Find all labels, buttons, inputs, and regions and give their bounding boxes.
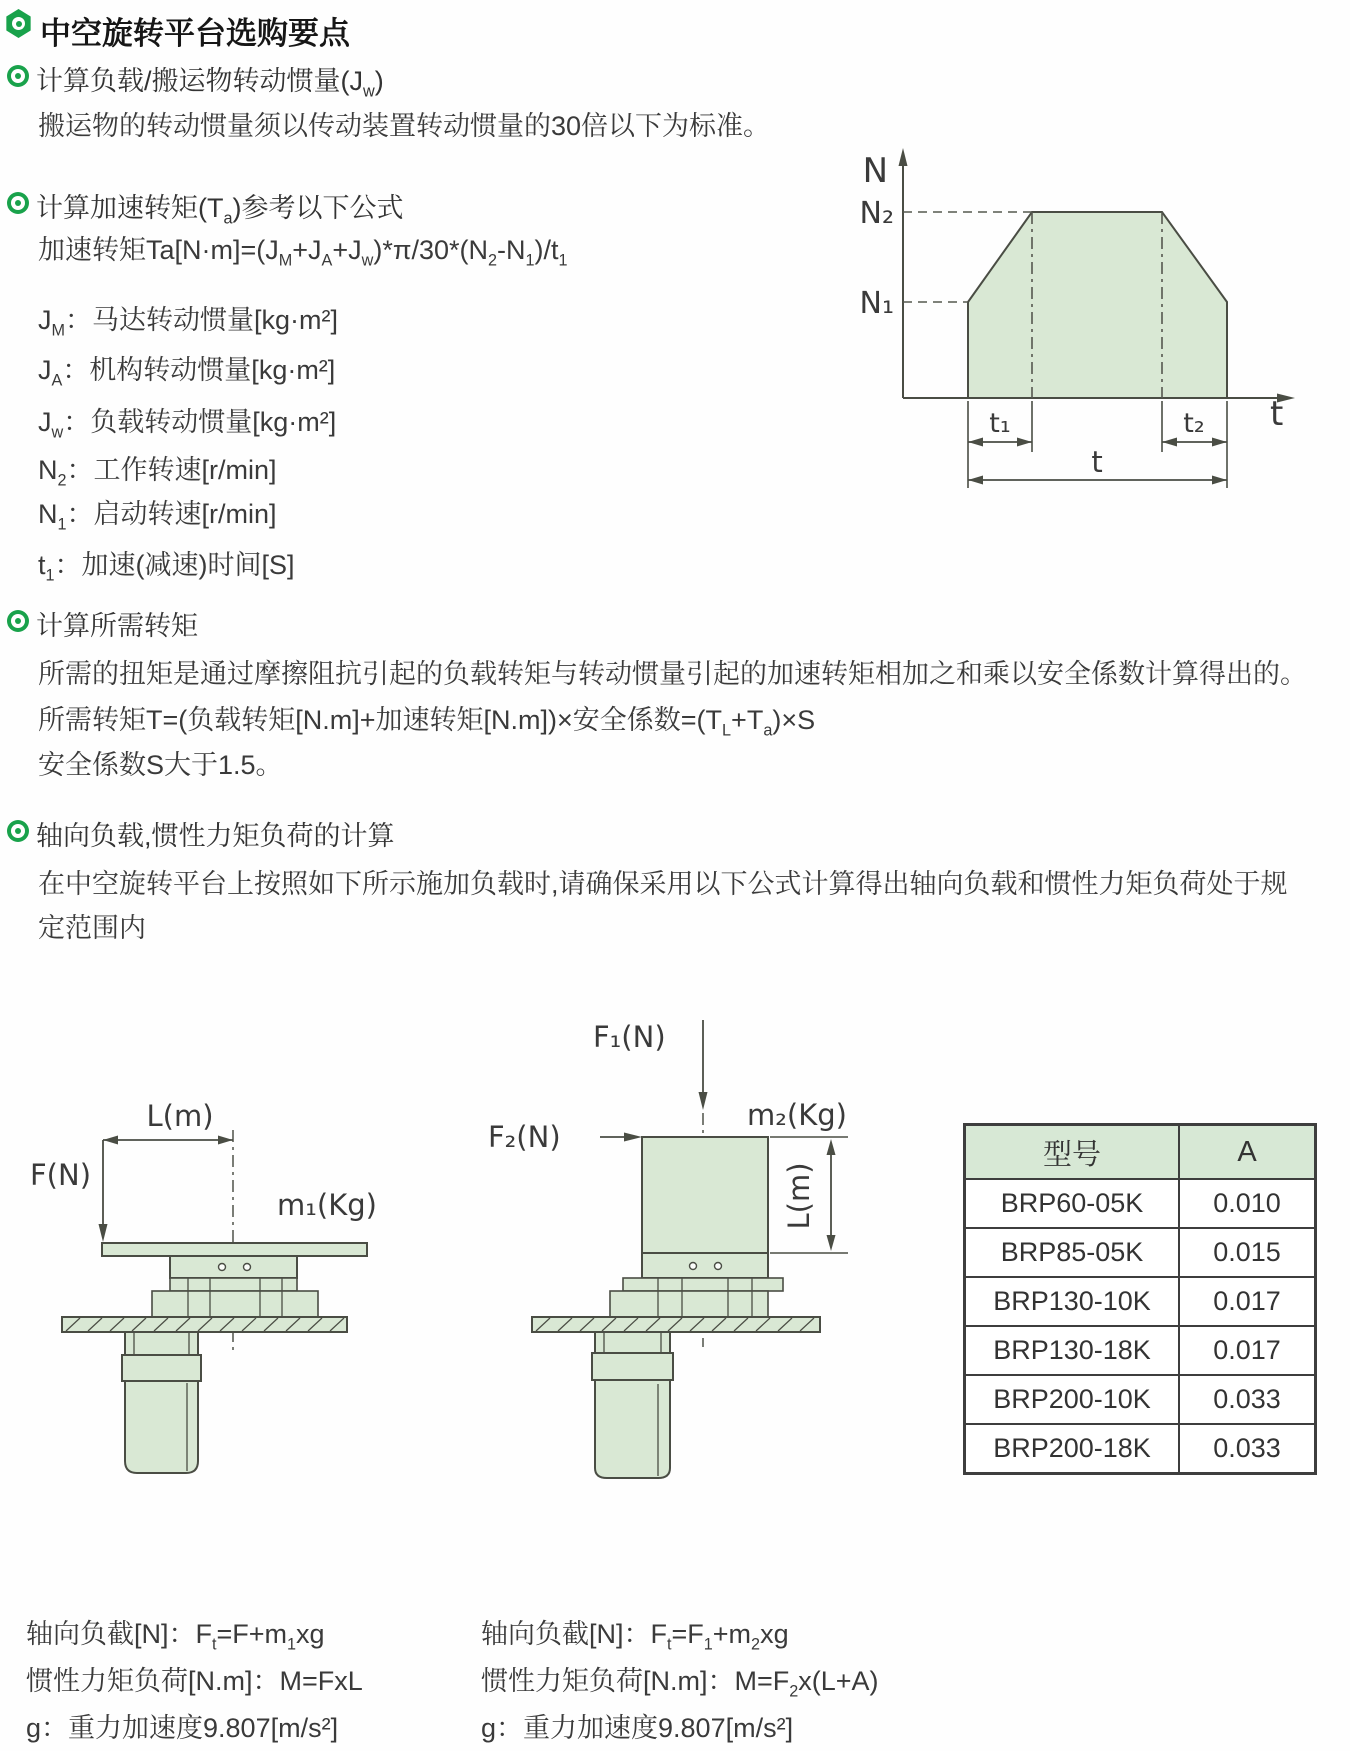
model-cell: BRP130-10K [966, 1278, 1180, 1327]
arrow-left-icon [968, 438, 983, 447]
F-force-label: F(N) [30, 1158, 92, 1192]
table-row [966, 1229, 1314, 1278]
n1-tick-label: N₁ [859, 286, 894, 321]
arrow-left-icon [1162, 438, 1177, 447]
arrow-right-icon [1017, 438, 1032, 447]
green-dot-icon [7, 610, 29, 632]
y-axis-label: N [862, 151, 888, 191]
column-header-a: A [1180, 1126, 1314, 1180]
model-cell: BRP85-05K [966, 1229, 1180, 1278]
model-table [963, 1123, 1317, 1475]
table-row [966, 1327, 1314, 1376]
flange-step [170, 1278, 297, 1291]
n2-tick-label: N₂ [859, 196, 894, 231]
definition-line: $t_1$：加速(减速)时间[S] [38, 550, 295, 585]
speed-trapezoid [968, 212, 1227, 398]
flange-step [623, 1278, 783, 1291]
motor-body [595, 1380, 670, 1478]
formula-line: 加速转矩$Ta[N\cdot m]=(J_M+J_A+J_w)*\pi/30*(N_2-N_1)/t_1$ [38, 235, 568, 270]
vertical-load-diagram [460, 1000, 880, 1490]
a-value-cell: 0.017 [1180, 1278, 1314, 1327]
section-heading-3: 计算所需转矩 [36, 611, 198, 641]
a-value-cell: 0.017 [1180, 1327, 1314, 1376]
definition-line: $N_1$：启动转速[r/min] [38, 499, 277, 534]
model-cell: BRP60-05K [966, 1180, 1180, 1229]
load-box [642, 1137, 768, 1253]
table-row [966, 1376, 1314, 1425]
formula-line: 所需转矩T=(负载转矩[N.m]+加速转矩[N.m])×安全係数$=(T_L+T_a)\times S$ [38, 705, 816, 740]
a-value-cell: 0.033 [1180, 1425, 1314, 1472]
arrow-down-icon [699, 1092, 708, 1110]
hexagon-bullet-icon [5, 9, 32, 38]
arrow-right-icon [1212, 438, 1227, 447]
flange-base [152, 1291, 318, 1317]
arrow-right-icon [218, 1136, 233, 1145]
a-value-cell: 0.033 [1180, 1376, 1314, 1425]
a-value-cell: 0.010 [1180, 1180, 1314, 1229]
motor-collar [592, 1353, 673, 1380]
green-dot-icon [7, 65, 29, 87]
green-dot-icon [7, 820, 29, 842]
velocity-profile-chart [760, 120, 1320, 500]
model-cell: BRP200-18K [966, 1425, 1180, 1472]
bolt-hole [690, 1263, 697, 1270]
arrow-up-icon [827, 1139, 836, 1155]
arrow-right-icon [624, 1133, 642, 1142]
bolt-hole [244, 1264, 251, 1271]
model-cell: BRP130-18K [966, 1327, 1180, 1376]
rotary-body [170, 1256, 297, 1278]
table-header-row [966, 1126, 1314, 1180]
page-title: 中空旋转平台选购要点 [40, 16, 350, 51]
arrow-right-icon [1212, 476, 1227, 485]
paragraph: 在中空旋转平台上按照如下所示施加负载时,请确保采用以下公式计算得出轴向负载和惯性力矩负荷处于规 [38, 869, 1288, 899]
paragraph: 搬运物的转动惯量须以传动装置转动惯量的30倍以下为标准。 [38, 111, 771, 141]
a-value-cell: 0.015 [1180, 1229, 1314, 1278]
column-header-model: 型号 [966, 1126, 1180, 1180]
table-plate [102, 1243, 367, 1256]
mass-label: m₂(Kg) [747, 1098, 847, 1132]
table-row [966, 1278, 1314, 1327]
bolt-hole [715, 1263, 722, 1270]
formula-gravity-left: g：重力加速度9.807[m/s²] [26, 1713, 339, 1743]
L-dimension-label: L(m) [146, 1099, 214, 1133]
bolt-hole [219, 1264, 226, 1271]
paragraph: 定范围内 [38, 913, 146, 943]
motor-collar [122, 1355, 201, 1381]
t1-label: t₁ [989, 408, 1011, 439]
formula-axial-load-right: 轴向负截[N]：$F_t=F_1+m_2xg$ [481, 1619, 789, 1654]
definition-line: $J_M$：马达转动惯量[kg·m²] [38, 305, 338, 340]
rotary-body [642, 1253, 768, 1278]
table-row [966, 1180, 1314, 1229]
mass-label: m₁(Kg) [277, 1188, 377, 1222]
arrow-up-icon [899, 148, 908, 166]
x-axis-label: t [1270, 394, 1284, 434]
paragraph: 安全係数S大于1.5。 [38, 750, 283, 780]
t2-label: t₂ [1183, 408, 1205, 439]
paragraph: 所需的扭矩是通过摩擦阻抗引起的负载转矩与转动惯量引起的加速转矩相加之和乘以安全係数计算得出的。 [38, 659, 1307, 689]
F2-force-label: F₂(N) [488, 1120, 561, 1154]
definition-line: $N_2$：工作转速[r/min] [38, 455, 277, 490]
formula-gravity-right: g：重力加速度9.807[m/s²] [481, 1713, 794, 1743]
formula-moment-load-right: 惯性力矩负荷[N.m]：$M=F_2x(L+A)$ [481, 1666, 879, 1701]
section-heading-1: 计算负载/搬运物转动惯量$(J_w)$ [36, 66, 384, 101]
formula-moment-load-left: 惯性力矩负荷[N.m]：M=FxL [26, 1666, 363, 1696]
definition-line: $J_A$：机构转动惯量[kg·m²] [38, 355, 336, 390]
formula-axial-load-left: 轴向负截[N]：$F_t=F+m_1xg$ [26, 1619, 325, 1654]
section-heading-4: 轴向负载,惯性力矩负荷的计算 [36, 821, 395, 851]
definition-line: $J_w$：负载转动惯量[kg·m²] [38, 407, 337, 442]
arrow-left-icon [968, 476, 983, 485]
arrow-down-icon [827, 1235, 836, 1251]
L-dimension-label: L(m) [782, 1162, 816, 1230]
F1-force-label: F₁(N) [593, 1020, 666, 1054]
section-heading-2: 计算加速转矩$(T_a)$参考以下公式 [36, 193, 404, 228]
arrow-left-icon [103, 1136, 118, 1145]
side-load-diagram [30, 1090, 390, 1490]
green-dot-icon [7, 192, 29, 214]
model-cell: BRP200-10K [966, 1376, 1180, 1425]
motor-neck [595, 1332, 670, 1353]
mounting-plate [532, 1317, 820, 1332]
t-total-label: t [1091, 445, 1103, 479]
arrow-down-icon [99, 1224, 108, 1242]
flange-base [610, 1291, 768, 1317]
table-row [966, 1425, 1314, 1472]
motor-neck [125, 1332, 198, 1355]
